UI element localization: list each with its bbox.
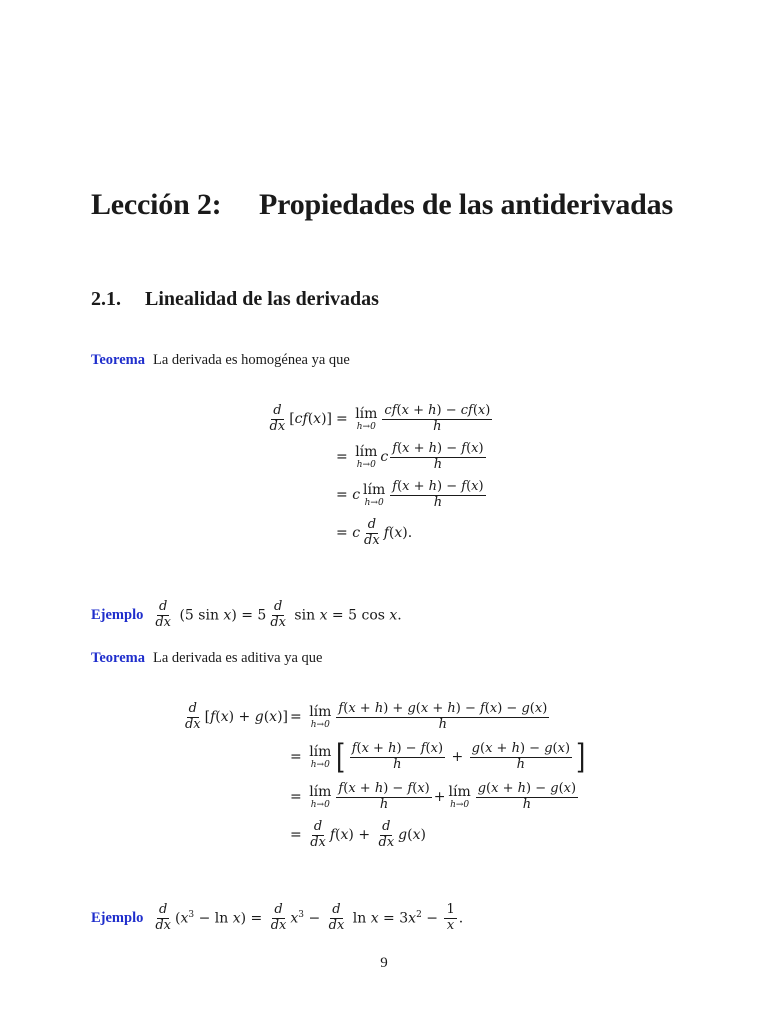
- example-label: Ejemplo: [91, 909, 144, 926]
- theorem-label: Teorema: [91, 352, 145, 368]
- page-number: 9: [380, 955, 388, 971]
- example1-formula: $\frac{d}{dx}$ (5 sin x) = 5 $\frac{d}{dx}$ sin x = 5 cos x.: [155, 599, 402, 630]
- theorem-label: Teorema: [91, 650, 145, 666]
- example-label: Ejemplo: [91, 606, 144, 623]
- chapter-heading: [91, 188, 673, 222]
- eq2-lhs: $\frac{d}{dx}$ [f(x) + g(x)]: [184, 701, 288, 732]
- example-homogeneous: [91, 600, 402, 631]
- eq2-line3: = lím h→0 $\frac{f(x + h) - f(x)}{h}$ + lím h→0 $\frac{g(x + h) - g(x)}{h}$: [290, 781, 577, 812]
- chapter-number: Lección 2:: [91, 188, 222, 221]
- eq1-line1: = lím h→0 $\frac{cf(x + h) - cf(x)}{h}$: [336, 403, 491, 434]
- section-title: Linealidad de las derivadas: [145, 288, 379, 310]
- theorem-homogeneous: [91, 352, 350, 369]
- example2-formula: $\frac{d}{dx}$ $(x^3 - \ln x)$ = $\frac{d}{dx}$ $x^3$ − $\frac{d}{dx}$ $\ln x = 3x^2$ − $\frac{1}{x}$ .: [155, 902, 464, 933]
- eq2-line4: = $\frac{d}{dx}$ f(x) + $\frac{d}{dx}$ g(x): [290, 819, 426, 850]
- eq1-lhs: $\frac{d}{dx}$ [cf(x)]: [269, 403, 332, 434]
- chapter-title: Propiedades de las antiderivadas: [259, 188, 673, 221]
- theorem-text: La derivada es homogénea ya que: [152, 352, 350, 368]
- eq1-line3: = c lím h→0 $\frac{f(x + h) - f(x)}{h}$: [336, 479, 484, 510]
- eq2-line2: = lím h→0 [ $\frac{f(x + h) - f(x)}{h}$ + $\frac{g(x + h) - g(x)}{h}$ ]: [290, 737, 586, 777]
- equation-homogeneous: [0, 400, 768, 560]
- example-additive: [91, 903, 463, 934]
- equation-additive: [0, 698, 768, 858]
- section-heading: [91, 288, 379, 311]
- section-number: 2.1.: [91, 288, 121, 310]
- eq1-line2: = lím h→0 c $\frac{f(x + h) - f(x)}{h}$: [336, 441, 484, 472]
- eq1-line4: = c $\frac{d}{dx}$ f(x).: [336, 517, 413, 548]
- theorem-additive: [91, 650, 322, 667]
- eq2-line1: = lím h→0 $\frac{f(x + h) + g(x + h) - f(x) - g(x)}{h}$: [290, 701, 548, 732]
- theorem-text: La derivada es aditiva ya que: [152, 650, 323, 666]
